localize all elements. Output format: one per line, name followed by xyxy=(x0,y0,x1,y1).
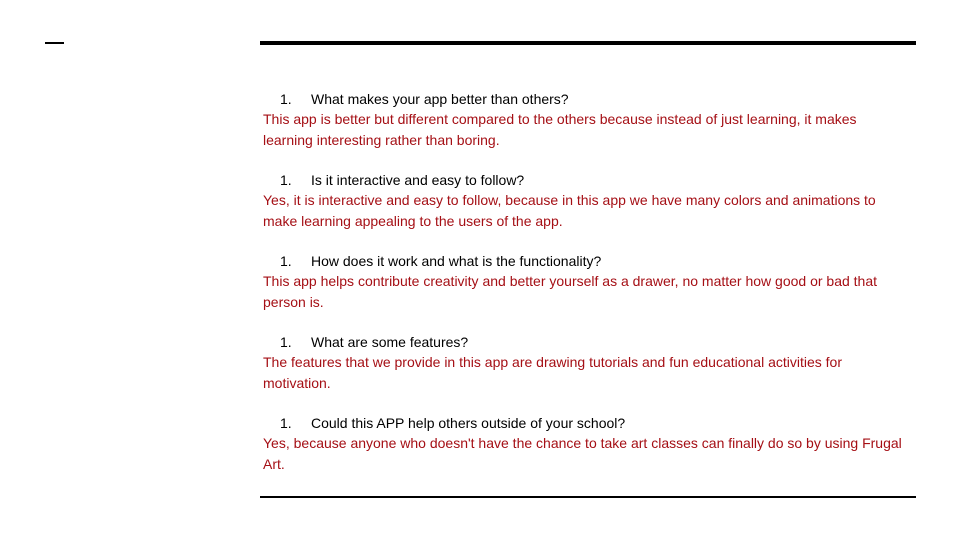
bottom-rule xyxy=(260,496,916,498)
question-number: 1. xyxy=(280,172,292,188)
qa-item xyxy=(263,89,913,151)
question-text: Is it interactive and easy to follow? xyxy=(311,172,525,188)
qa-item xyxy=(263,170,913,232)
question-row xyxy=(263,170,913,190)
answer-text: Yes, because anyone who doesn't have the chance to take art classes can finally do so by using Frugal Art. xyxy=(263,435,902,472)
question-number: 1. xyxy=(280,91,292,107)
qa-list xyxy=(263,89,913,494)
answer-text: Yes, it is interactive and easy to follow, because in this app we have many colors and animations to make learning appealing to the users of the app. xyxy=(263,192,876,229)
title-dash xyxy=(45,42,64,44)
question-number: 1. xyxy=(280,253,292,269)
question-text: What makes your app better than others? xyxy=(311,91,569,107)
top-rule xyxy=(260,41,916,45)
question-text: How does it work and what is the functionality? xyxy=(311,253,602,269)
question-row xyxy=(263,89,913,109)
question-row xyxy=(263,251,913,271)
qa-item xyxy=(263,332,913,394)
qa-item xyxy=(263,413,913,475)
question-text: What are some features? xyxy=(311,334,469,350)
question-row xyxy=(263,332,913,352)
answer-text: The features that we provide in this app are drawing tutorials and fun educational activities for motivation. xyxy=(263,354,842,391)
answer-text: This app is better but different compared to the others because instead of just learning, it makes learning interesting rather than boring. xyxy=(263,111,857,148)
qa-item xyxy=(263,251,913,313)
question-number: 1. xyxy=(280,415,292,431)
question-text: Could this APP help others outside of your school? xyxy=(311,415,626,431)
answer-text: This app helps contribute creativity and better yourself as a drawer, no matter how good or bad that person is. xyxy=(263,273,878,310)
question-number: 1. xyxy=(280,334,292,350)
question-row xyxy=(263,413,913,433)
